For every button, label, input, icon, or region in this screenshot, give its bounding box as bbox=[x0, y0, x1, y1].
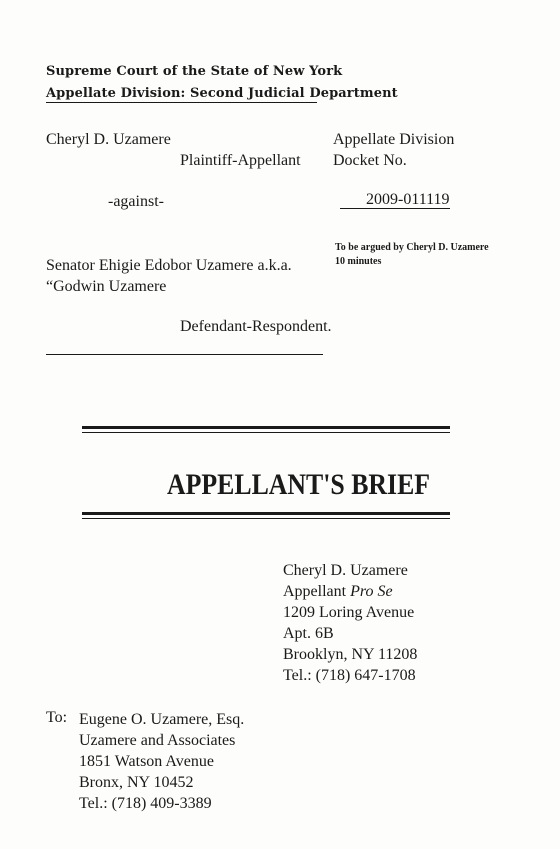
court-name: Supreme Court of the State of New York bbox=[46, 64, 343, 79]
appellant-role-italic: Pro Se bbox=[350, 583, 393, 600]
recipient-firm: Uzamere and Associates bbox=[79, 732, 236, 749]
defendant-role: Defendant-Respondent. bbox=[180, 318, 332, 335]
appellant-address bbox=[283, 560, 417, 686]
appellant-name: Cheryl D. Uzamere bbox=[283, 562, 408, 579]
appellant-city: Brooklyn, NY 11208 bbox=[283, 646, 418, 663]
to-label: To: bbox=[46, 709, 68, 726]
defendant-aka: “Godwin Uzamere bbox=[46, 278, 167, 295]
appellant-street: 1209 Loring Avenue bbox=[283, 604, 415, 621]
docket-underline bbox=[340, 208, 450, 209]
title-rule-bottom-thick bbox=[82, 512, 450, 515]
title-rule-top-thin bbox=[82, 432, 450, 433]
appellant-apt: Apt. 6B bbox=[283, 625, 334, 642]
plaintiff-name: Cheryl D. Uzamere bbox=[46, 131, 171, 148]
recipient-name: Eugene O. Uzamere, Esq. bbox=[79, 711, 245, 728]
recipient-street: 1851 Watson Avenue bbox=[79, 753, 214, 770]
plaintiff-role: Plaintiff-Appellant bbox=[180, 152, 301, 169]
docket-number: 2009-011119 bbox=[366, 191, 450, 208]
appellant-role-prefix: Appellant bbox=[283, 583, 351, 600]
appellant-role bbox=[283, 581, 417, 602]
recipient-city: Bronx, NY 10452 bbox=[79, 774, 194, 791]
caption-underline bbox=[46, 354, 323, 355]
argued-time: 10 minutes bbox=[335, 256, 382, 267]
against-label: -against- bbox=[108, 193, 164, 210]
court-underline bbox=[46, 102, 317, 103]
docket-court: Appellate Division bbox=[333, 131, 455, 148]
argued-by: To be argued by Cheryl D. Uzamere bbox=[335, 242, 489, 253]
docket-label: Docket No. bbox=[333, 152, 407, 169]
title-rule-bottom-thin bbox=[82, 518, 450, 519]
defendant-name: Senator Ehigie Edobor Uzamere a.k.a. bbox=[46, 257, 292, 274]
court-division: Appellate Division: Second Judicial Department bbox=[46, 86, 398, 101]
recipient-tel: Tel.: (718) 409-3389 bbox=[79, 795, 212, 812]
brief-title: APPELLANT'S BRIEF bbox=[167, 468, 431, 501]
appellant-tel: Tel.: (718) 647-1708 bbox=[283, 667, 416, 684]
recipient-address bbox=[79, 709, 244, 814]
title-rule-top-thick bbox=[82, 426, 450, 429]
